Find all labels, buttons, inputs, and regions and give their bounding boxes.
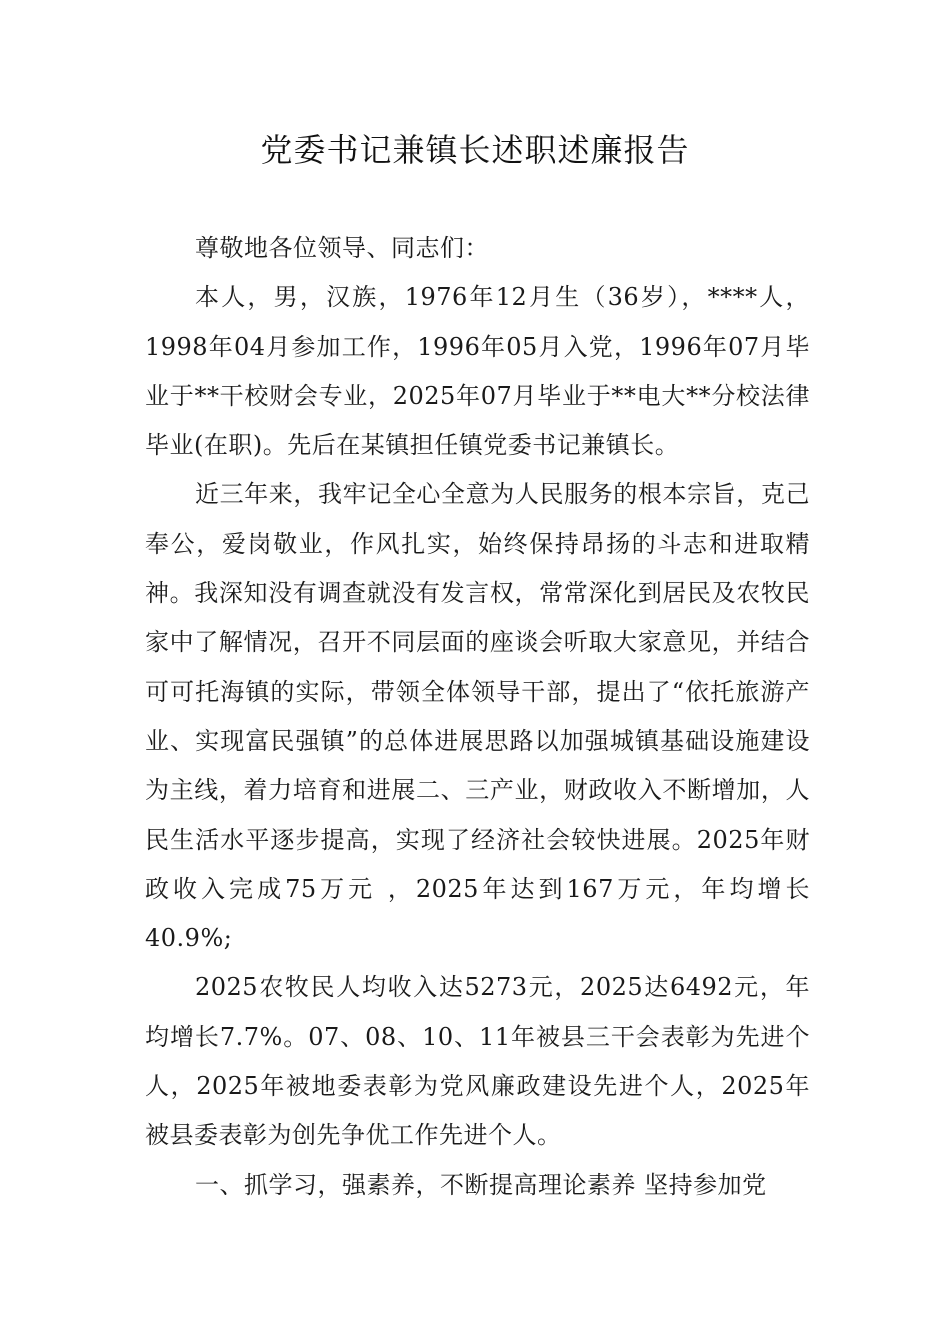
paragraph-section-one-heading: 一、抓学习，强素养，不断提高理论素养 坚持参加党 <box>195 1170 767 1199</box>
document-title: 党委书记兼镇长述职述廉报告 <box>260 131 690 169</box>
paragraph-work-summary: 近三年来，我牢记全心全意为人民服务的根本宗旨，克己奉公，爱岗敬业，作风扎实，始终保持昂扬的斗志和进取精神。我深知没有调查就没有发言权，常常深化到居民及农牧民家中了解情况，召开不同层面的座谈会听取大家意见，并结合可可托海镇的实际，带领全体领导干部，提出了“依托旅游产业、实现富民强镇”的总体进展思路以加强城镇基础设施建设为主线，着力培育和进展二、三产业，财政收入不断增加，人民生活水平逐步提高，实现了经济社会较快进展。2025年财政收入完成75万元 ，2025年达到167万元，年均增长40.9%; <box>145 480 810 953</box>
paragraph-personal-info: 本人，男，汉族，1976年12月生（36岁），****人，1998年04月参加工作，1996年05月入党，1996年07月毕业于**干校财会专业，2025年07月毕业于**电大**分校法律毕业(在职)。先后在某镇担任镇党委书记兼镇长。 <box>145 283 810 460</box>
document-body <box>145 224 810 1210</box>
paragraph-income-awards: 2025农牧民人均收入达5273元，2025达6492元，年均增长7.7%。07、08、10、11年被县三干会表彰为先进个人，2025年被地委表彰为党风廉政建设先进个人，2025年被县委表彰为创先争优工作先进个人。 <box>145 973 810 1150</box>
salutation: 尊敬地各位领导、同志们： <box>195 234 489 262</box>
